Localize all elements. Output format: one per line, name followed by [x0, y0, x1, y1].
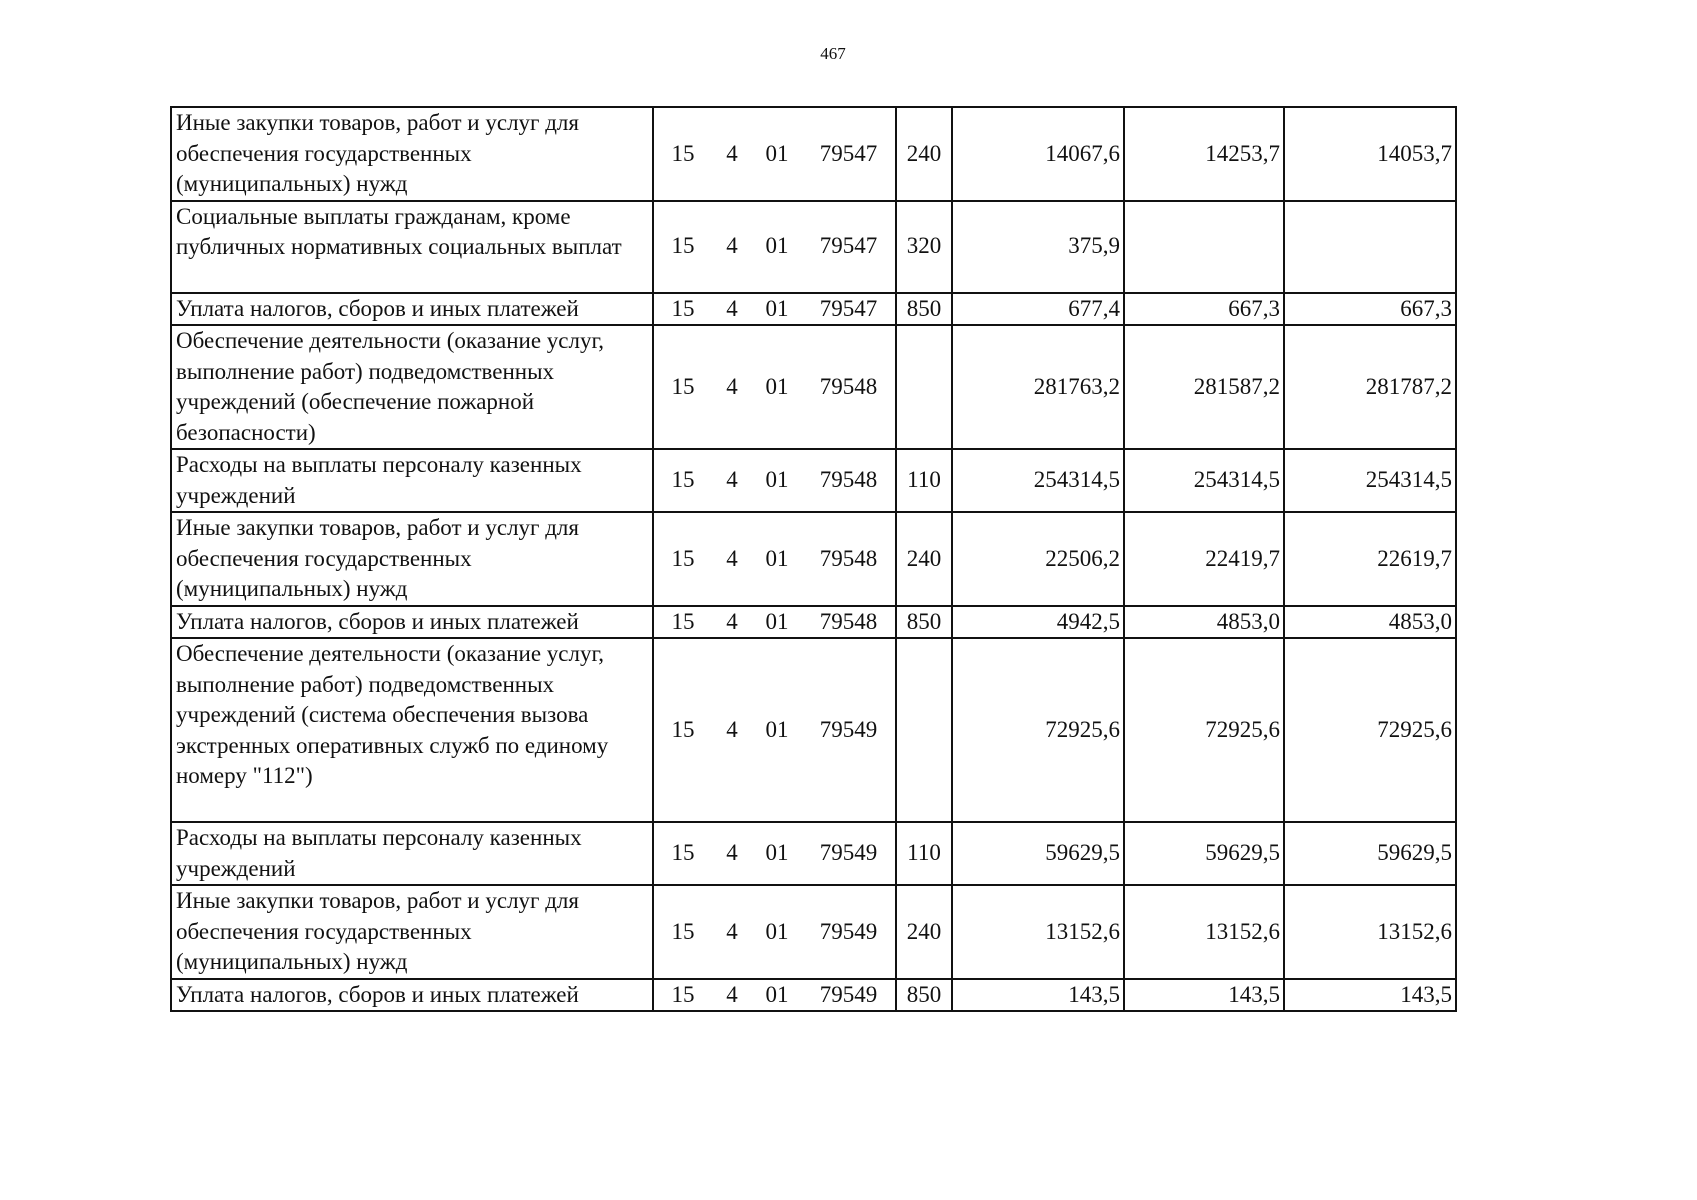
subprogram-code: 4: [726, 608, 738, 634]
direction-code: 79547: [819, 140, 878, 166]
main-event-code: 01: [765, 716, 789, 742]
code-cell: [653, 885, 896, 979]
table-row: [171, 822, 1456, 885]
expense-type-code: 850: [896, 606, 952, 639]
row-description: Социальные выплаты гражданам, кроме публичных нормативных социальных выплат: [171, 201, 653, 293]
direction-code: 79549: [819, 716, 878, 742]
expense-type-code: 850: [896, 979, 952, 1012]
amount-year-1: 14067,6: [952, 107, 1124, 201]
direction-code: 79548: [819, 545, 878, 571]
code-cell: [653, 325, 896, 449]
row-description: Иные закупки товаров, работ и услуг для обеспечения государственных (муниципальных) нужд: [171, 512, 653, 606]
code-cell: [653, 449, 896, 512]
amount-year-3: 72925,6: [1284, 638, 1456, 822]
table-row: [171, 512, 1456, 606]
row-description: Уплата налогов, сборов и иных платежей: [171, 606, 653, 639]
subprogram-code: 4: [726, 840, 738, 866]
code-cell: [653, 107, 896, 201]
main-event-code: 01: [765, 373, 789, 399]
amount-year-2: [1124, 201, 1284, 293]
program-code: 15: [671, 373, 695, 399]
program-code: 15: [671, 716, 695, 742]
code-cell: [653, 606, 896, 639]
row-description: Расходы на выплаты персоналу казенных учреждений: [171, 449, 653, 512]
main-event-code: 01: [765, 295, 789, 321]
main-event-code: 01: [765, 918, 789, 944]
amount-year-3: 59629,5: [1284, 822, 1456, 885]
amount-year-3: 14053,7: [1284, 107, 1456, 201]
table-row: [171, 638, 1456, 822]
expense-type-code: [896, 325, 952, 449]
amount-year-1: 13152,6: [952, 885, 1124, 979]
table-row: [171, 325, 1456, 449]
table-row: [171, 979, 1456, 1012]
program-code: 15: [671, 140, 695, 166]
amount-year-3: 254314,5: [1284, 449, 1456, 512]
amount-year-1: 22506,2: [952, 512, 1124, 606]
amount-year-3: 143,5: [1284, 979, 1456, 1012]
expense-type-code: [896, 638, 952, 822]
subprogram-code: 4: [726, 981, 738, 1007]
direction-code: 79549: [819, 981, 878, 1007]
amount-year-1: 281763,2: [952, 325, 1124, 449]
expense-type-code: 240: [896, 885, 952, 979]
amount-year-2: 72925,6: [1124, 638, 1284, 822]
subprogram-code: 4: [726, 716, 738, 742]
amount-year-2: 667,3: [1124, 293, 1284, 326]
table-row: [171, 107, 1456, 201]
program-code: 15: [671, 545, 695, 571]
code-cell: [653, 293, 896, 326]
amount-year-1: 677,4: [952, 293, 1124, 326]
amount-year-3: [1284, 201, 1456, 293]
row-description: Обеспечение деятельности (оказание услуг, выполнение работ) подведомственных учреждений (обеспечение пожарной безопасности): [171, 325, 653, 449]
main-event-code: 01: [765, 140, 789, 166]
table-row: [171, 293, 1456, 326]
subprogram-code: 4: [726, 467, 738, 493]
amount-year-1: 59629,5: [952, 822, 1124, 885]
main-event-code: 01: [765, 545, 789, 571]
row-description: Обеспечение деятельности (оказание услуг, выполнение работ) подведомственных учреждений (система обеспечения вызова экстренных оперативных служб по единому номеру "112"): [171, 638, 653, 822]
code-cell: [653, 512, 896, 606]
direction-code: 79549: [819, 918, 878, 944]
program-code: 15: [671, 295, 695, 321]
main-event-code: 01: [765, 467, 789, 493]
main-event-code: 01: [765, 840, 789, 866]
amount-year-1: 143,5: [952, 979, 1124, 1012]
direction-code: 79547: [819, 295, 878, 321]
code-cell: [653, 201, 896, 293]
subprogram-code: 4: [726, 545, 738, 571]
expense-type-code: 110: [896, 449, 952, 512]
program-code: 15: [671, 981, 695, 1007]
code-cell: [653, 638, 896, 822]
direction-code: 79548: [819, 467, 878, 493]
row-description: Иные закупки товаров, работ и услуг для обеспечения государственных (муниципальных) нужд: [171, 885, 653, 979]
program-code: 15: [671, 467, 695, 493]
amount-year-2: 281587,2: [1124, 325, 1284, 449]
amount-year-3: 281787,2: [1284, 325, 1456, 449]
amount-year-1: 72925,6: [952, 638, 1124, 822]
program-code: 15: [671, 840, 695, 866]
row-description: Иные закупки товаров, работ и услуг для обеспечения государственных (муниципальных) нужд: [171, 107, 653, 201]
amount-year-1: 4942,5: [952, 606, 1124, 639]
subprogram-code: 4: [726, 233, 738, 259]
program-code: 15: [671, 608, 695, 634]
amount-year-1: 375,9: [952, 201, 1124, 293]
row-description: Уплата налогов, сборов и иных платежей: [171, 979, 653, 1012]
amount-year-2: 59629,5: [1124, 822, 1284, 885]
amount-year-1: 254314,5: [952, 449, 1124, 512]
subprogram-code: 4: [726, 373, 738, 399]
subprogram-code: 4: [726, 295, 738, 321]
code-cell: [653, 979, 896, 1012]
row-description: Уплата налогов, сборов и иных платежей: [171, 293, 653, 326]
amount-year-2: 143,5: [1124, 979, 1284, 1012]
amount-year-3: 22619,7: [1284, 512, 1456, 606]
expense-type-code: 320: [896, 201, 952, 293]
amount-year-3: 13152,6: [1284, 885, 1456, 979]
amount-year-2: 4853,0: [1124, 606, 1284, 639]
direction-code: 79548: [819, 373, 878, 399]
main-event-code: 01: [765, 608, 789, 634]
amount-year-3: 4853,0: [1284, 606, 1456, 639]
expense-type-code: 850: [896, 293, 952, 326]
direction-code: 79549: [819, 840, 878, 866]
amount-year-2: 254314,5: [1124, 449, 1284, 512]
budget-table: [170, 106, 1457, 1012]
code-cell: [653, 822, 896, 885]
amount-year-2: 13152,6: [1124, 885, 1284, 979]
direction-code: 79547: [819, 233, 878, 259]
expense-type-code: 110: [896, 822, 952, 885]
expense-type-code: 240: [896, 107, 952, 201]
table-row: [171, 201, 1456, 293]
table-body: [171, 107, 1456, 1011]
main-event-code: 01: [765, 233, 789, 259]
program-code: 15: [671, 918, 695, 944]
row-description: Расходы на выплаты персоналу казенных учреждений: [171, 822, 653, 885]
table-row: [171, 606, 1456, 639]
table-row: [171, 885, 1456, 979]
direction-code: 79548: [819, 608, 878, 634]
expense-type-code: 240: [896, 512, 952, 606]
amount-year-2: 14253,7: [1124, 107, 1284, 201]
amount-year-3: 667,3: [1284, 293, 1456, 326]
subprogram-code: 4: [726, 918, 738, 944]
main-event-code: 01: [765, 981, 789, 1007]
subprogram-code: 4: [726, 140, 738, 166]
page-number: 467: [820, 44, 846, 63]
program-code: 15: [671, 233, 695, 259]
amount-year-2: 22419,7: [1124, 512, 1284, 606]
table-row: [171, 449, 1456, 512]
